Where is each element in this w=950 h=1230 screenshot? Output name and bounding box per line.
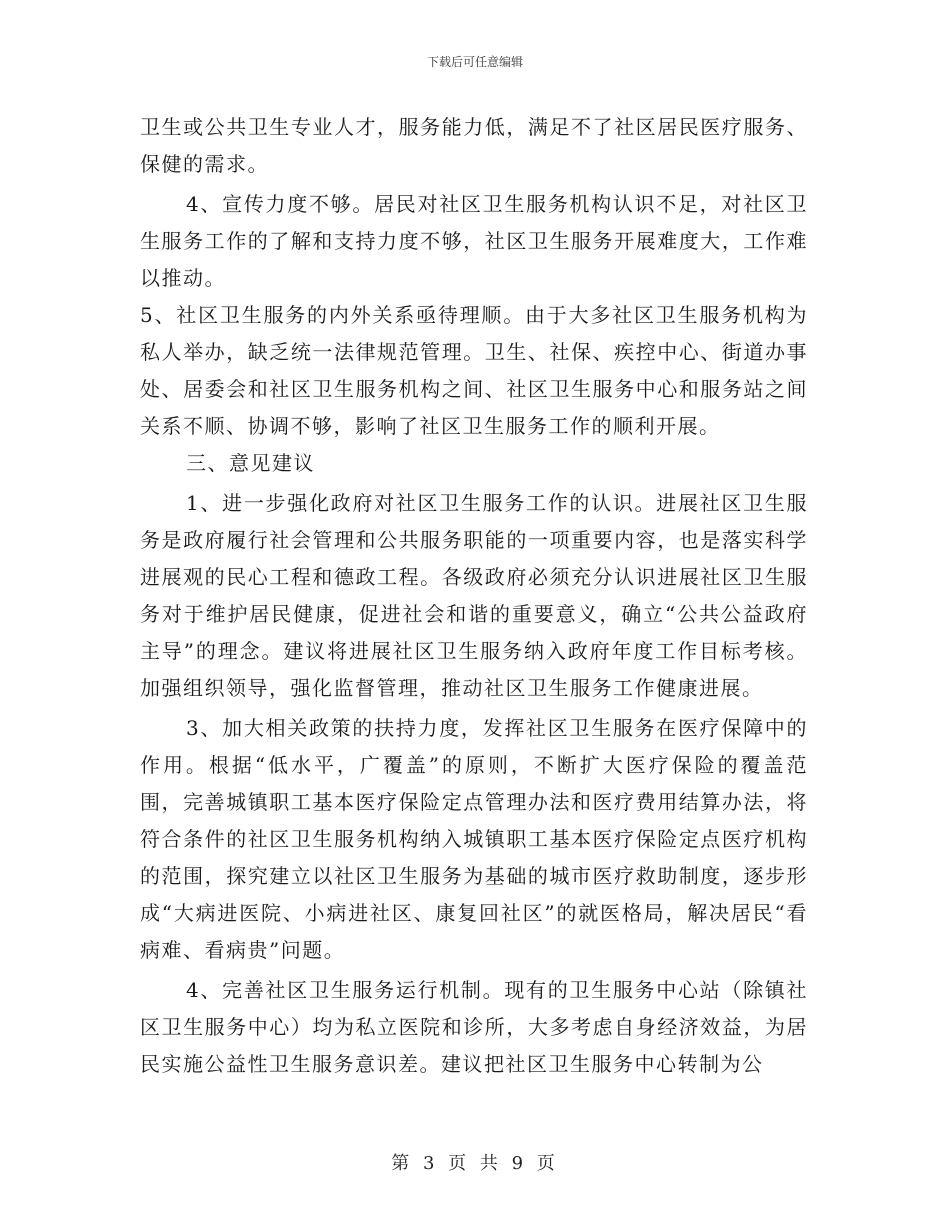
paragraph-6: 4、完善社区卫生服务运行机制。现有的卫生服务中心站（除镇社区卫生服务中心）均为私立医院和诊所，大多考虑自身经济效益，为居民实施公益性卫生服务意识差。建议把社区卫生服务中心转制为公 bbox=[140, 978, 808, 1076]
document-body bbox=[140, 109, 808, 1083]
paragraph-4: 1、进一步强化政府对社区卫生服务工作的认识。进展社区卫生服务是政府履行社会管理和公共服务职能的一项重要内容，也是落实科学进展观的民心工程和德政工程。各级政府必须充分认识进展社区卫生服务对于维护居民健康，促进社会和谐的重要意义，确立“公共公益政府主导”的理念。建议将进展社区卫生服务纳入政府年度工作目标考核。加强组织领导，强化监督管理，推动社区卫生服务工作健康进展。 bbox=[140, 491, 808, 700]
paragraph-1: 卫生或公共卫生专业人才，服务能力低，满足不了社区居民医疗服务、保健的需求。 bbox=[140, 115, 808, 176]
page-header: 下载后可任意编辑 bbox=[426, 55, 523, 69]
paragraph-5: 3、加大相关政策的扶持力度，发挥社区卫生服务在医疗保障中的作用。根据“低水平，广覆盖”的原则，不断扩大医疗保险的覆盖范围，完善城镇职工基本医疗保险定点管理办法和医疗费用结算办法，将符合条件的社区卫生服务机构纳入城镇职工基本医疗保险定点医疗机构的范围，探究建立以社区卫生服务为基础的城市医疗救助制度，逐步形成“大病进医院、小病进社区、康复回社区”的就医格局，解决居民“看病难、看病贵”问题。 bbox=[140, 716, 808, 962]
section-heading: 三、意见建议 bbox=[186, 451, 315, 475]
paragraph-3: 5、社区卫生服务的内外关系亟待理顺。由于大多社区卫生服务机构为私人举办，缺乏统一法律规范管理。卫生、社保、疾控中心、街道办事处、居委会和社区卫生服务机构之间、社区卫生服务中心和服务站之间关系不顺、协调不够，影响了社区卫生服务工作的顺利开展。 bbox=[140, 303, 808, 438]
page-footer: 第 3 页 共 9 页 bbox=[391, 1153, 559, 1174]
paragraph-2: 4、宣传力度不够。居民对社区卫生服务机构认识不足，对社区卫生服务工作的了解和支持力度不够，社区卫生服务开展难度大，工作难以推动。 bbox=[140, 192, 808, 290]
